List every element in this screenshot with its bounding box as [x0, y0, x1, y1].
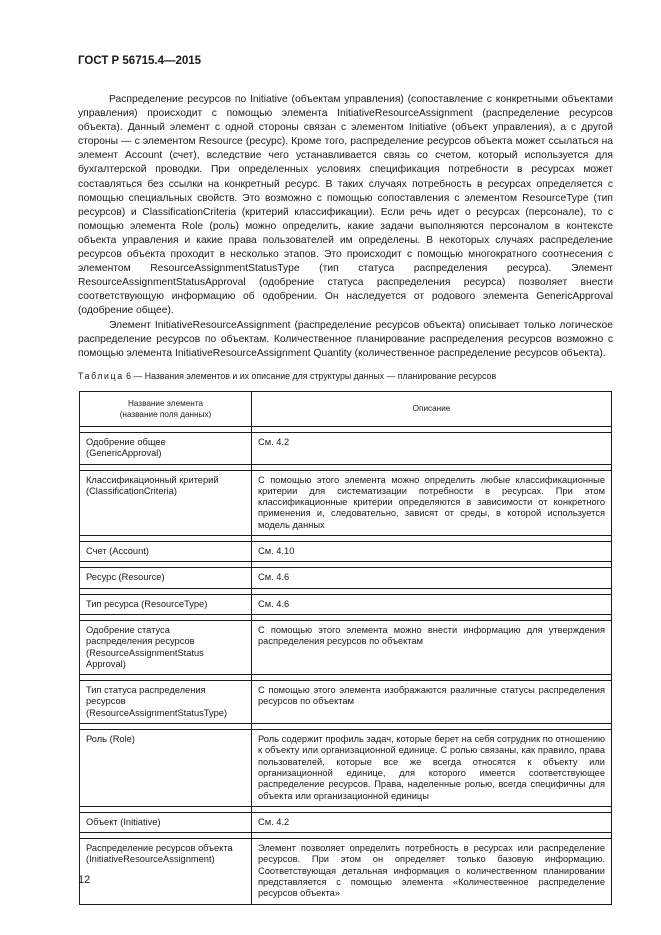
table-body: [80, 427, 612, 905]
element-description-cell: Роль содержит профиль задач, которые берет на себя сотрудник по отношению к объекту или организационной единице. С ролью связаны, как правило, права пользователей, которые все же всегда относятся к объекту или организационной единице, для которого имеется соответствующее распределение ресурсов. Права, наделенные ролью, всегда специфичны для объекта или организационной единицы: [252, 730, 612, 807]
element-description-cell: См. 4.6: [252, 594, 612, 614]
table-row: [80, 470, 612, 535]
table-row: [80, 730, 612, 807]
element-name-cell: Роль (Role): [80, 730, 252, 807]
element-description-cell: См. 4.10: [252, 542, 612, 562]
element-description-cell: С помощью этого элемента изображаются различные статусы распределения ресурсов по объектам: [252, 681, 612, 724]
col-header-name: Название элемента (название поля данных): [80, 392, 252, 427]
table-header-row: [80, 392, 612, 427]
element-name-cell: Одобрение статуса распределения ресурсов (ResourceAssignmentStatus Approval): [80, 620, 252, 674]
page-number: 12: [78, 874, 91, 886]
element-name-cell: Тип статуса распределения ресурсов (ResourceAssignmentStatusType): [80, 681, 252, 724]
element-name-cell: Объект (Initiative): [80, 812, 252, 832]
document-header: ГОСТ Р 56715.4—2015: [78, 55, 202, 67]
paragraph-1: Распределение ресурсов по Initiative (объектам управления) (сопоставление с конкретными объектами управления) происходит с помощью элемента InitiativeResourceAssignment (распределение ресурсов объекта). Данный элемент с одной стороны связан с элементом Initiative (объект управления), а с другой стороны — с элементом Resource (ресурс). Кроме того, распределение ресурсов объекта может ссылаться на элемент Account (счет), вследствие чего устанавливается связь со счетом, который используется для бухгалтерской проводки. При определенных условиях спецификация потребности в ресурсах может составляться без ссылки на конкретный ресурс. В таких случаях потребность в ресурсах определяется с помощью специальных свойств. Это возможно с помощью сопоставления с элементом ResourceType (тип ресурсов) и ClassificationCriteria (критерий классификации). Если речь идет о ресурсах (персонале), то с помощью элемента Role (роль) можно определить, какие задачи выполняются персоналом в контексте объекта управления и какие права пользователей им определены. В некоторых случаях распределение ресурсов объекта проходит в несколько этапов. Это происходит с помощью многократного соотнесения с элементом ResourceAssignmentStatusType (тип статуса распределения ресурса). Элемент ResourceAssignmentStatusApproval (одобрение статуса распределения ресурса) позволяет внести соответствующую информацию об одобрении. Он наследуется от родового элемента GenericApproval (одобрение общее).: [78, 94, 613, 317]
table-caption-text: 6 — Названия элементов и их описание для структуры данных — планирование ресурсов: [123, 371, 497, 381]
table-row: [80, 812, 612, 832]
element-name-cell: Ресурс (Resource): [80, 568, 252, 588]
elements-table: [79, 391, 612, 905]
table-row: [80, 839, 612, 904]
element-name-cell: Счет (Account): [80, 542, 252, 562]
element-description-cell: С помощью этого элемента можно внести информацию для утверждения распределения ресурсов по объектам: [252, 620, 612, 674]
table-caption: [78, 371, 496, 381]
col-header-description: Описание: [252, 392, 612, 427]
table-row: [80, 681, 612, 724]
table-row: [80, 594, 612, 614]
element-name-cell: Распределение ресурсов объекта (InitiativeResourceAssignment): [80, 839, 252, 904]
element-name-cell: Одобрение общее (GenericApproval): [80, 433, 252, 465]
element-description-cell: См. 4.6: [252, 568, 612, 588]
paragraph-2: Элемент InitiativeResourceAssignment (распределение ресурсов объекта) описывает только логическое распределение ресурсов по объектам. Количественное планирование распределения ресурсов возможно с помощью элемента InitiativeResourceAssignment Quantity (количественное распределение ресурсов объекта).: [78, 319, 613, 359]
element-description-cell: Элемент позволяет определить потребность в ресурсах или распределение ресурсов. При этом он определяет только базовую информацию. Соответствующая детальная информация о количественном планировании представляется с помощью элемента «Количественное распределение ресурсов объекта»: [252, 839, 612, 904]
table-row: [80, 542, 612, 562]
element-description-cell: См. 4.2: [252, 812, 612, 832]
table-row: [80, 620, 612, 674]
element-description-cell: С помощью этого элемента можно определить любые классификационные критерии для систематизации потребности в ресурсах. При этом классификационные критерии определяются в зависимости от конкретного применения и, следовательно, зависят от среды, в которой используется модель данных: [252, 470, 612, 535]
element-name-cell: Тип ресурса (ResourceType): [80, 594, 252, 614]
table-row: [80, 433, 612, 465]
body-text: [78, 93, 613, 361]
table-caption-label: Таблица: [78, 371, 124, 381]
element-name-cell: Классификационный критерий (ClassificationCriteria): [80, 470, 252, 535]
element-description-cell: См. 4.2: [252, 433, 612, 465]
table-row: [80, 568, 612, 588]
